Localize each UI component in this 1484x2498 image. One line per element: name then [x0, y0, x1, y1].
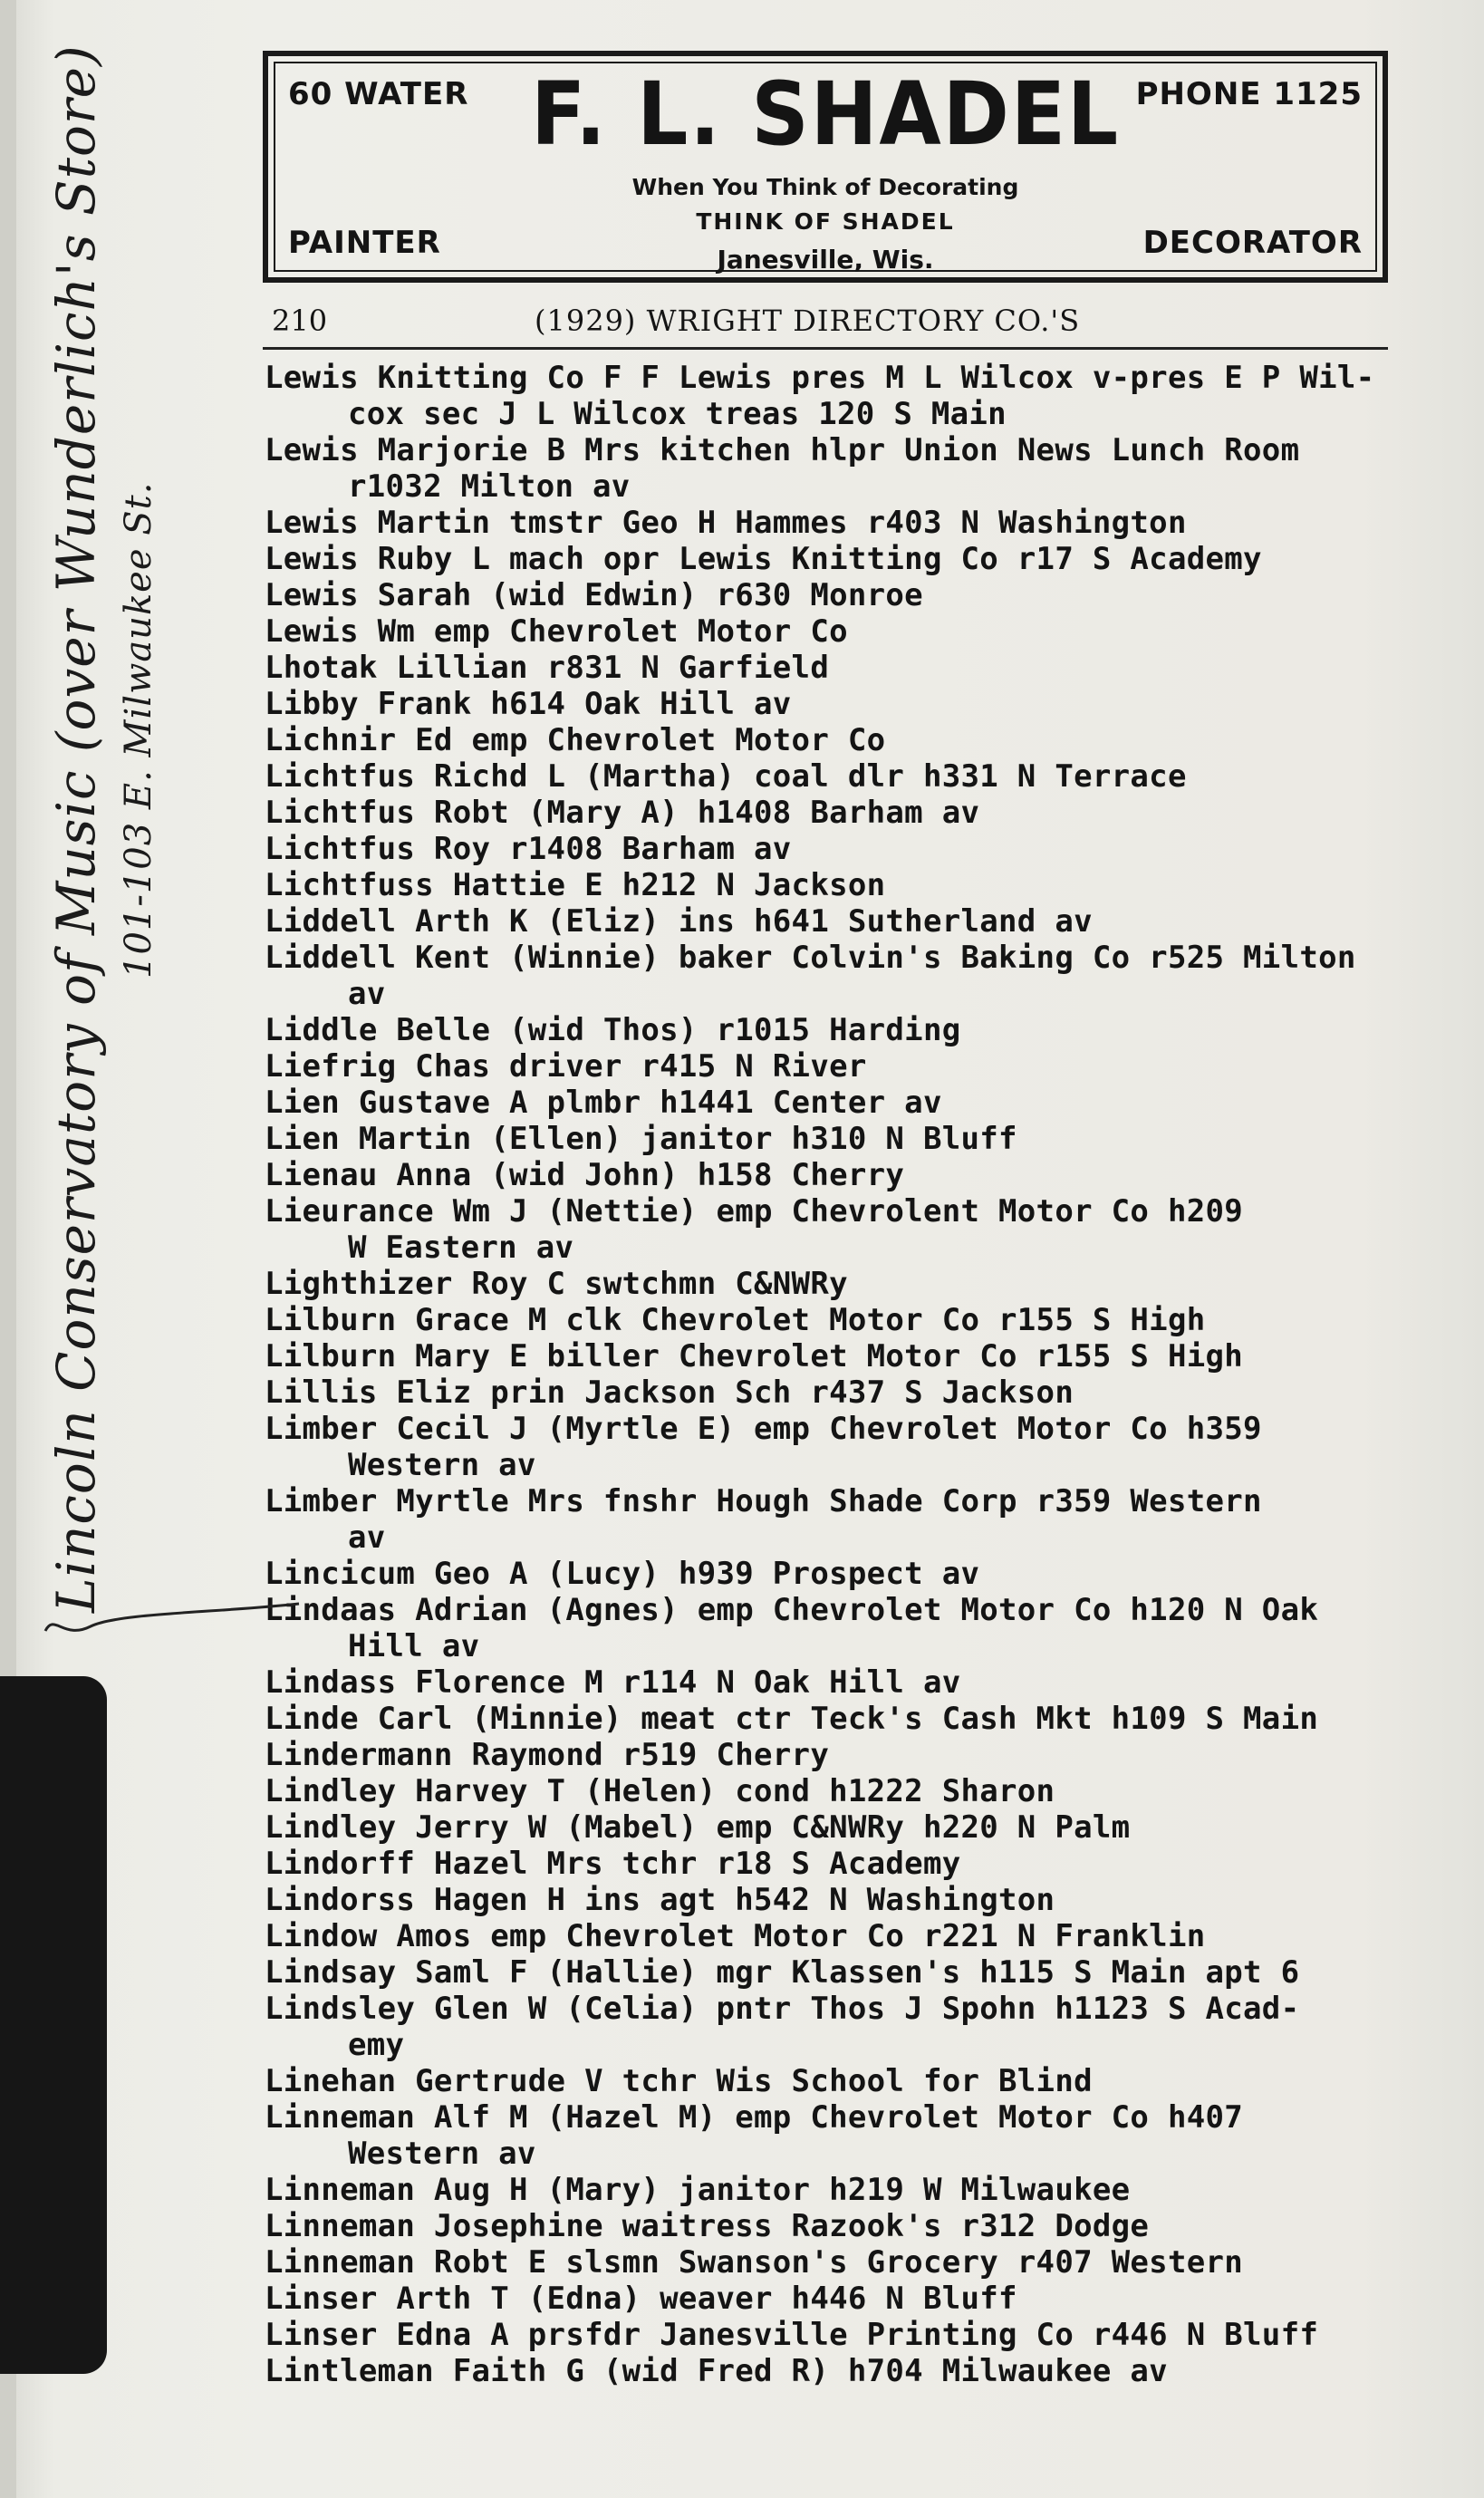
directory-entry [265, 1701, 1397, 1737]
directory-entry [265, 1338, 1397, 1374]
page-title: (1929) WRIGHT DIRECTORY CO.'S [535, 304, 1081, 338]
entry-text: Lighthizer Roy C swtchmn C&NWRy [265, 1266, 848, 1302]
entry-text: Lindow Amos emp Chevrolet Motor Co r221 N Franklin [265, 1918, 1206, 1954]
entry-text: Liddell Kent (Winnie) baker Colvin's Baking Co r525 Milton [265, 940, 1356, 976]
directory-entry [265, 1954, 1397, 1991]
margin-note-line-2: 101-103 E. Milwaukee St. [118, 481, 159, 979]
ad-slogan-line-2: THINK OF SHADEL [696, 208, 955, 235]
entry-text: Lewis Ruby L mach opr Lewis Knitting Co r17 S Academy [265, 541, 1262, 577]
entry-continuation: cox sec J L Wilcox treas 120 S Main [348, 396, 1007, 432]
entry-text: Lien Gustave A plmbr h1441 Center av [265, 1085, 942, 1121]
directory-entry [265, 1664, 1397, 1701]
directory-entry [265, 432, 1397, 505]
entry-text: Lincicum Geo A (Lucy) h939 Prospect av [265, 1556, 980, 1592]
directory-entry [265, 1809, 1397, 1846]
entry-text: Lewis Marjorie B Mrs kitchen hlpr Union News Lunch Room [265, 432, 1300, 468]
directory-entry [265, 1773, 1397, 1809]
directory-entry [265, 577, 1397, 613]
entry-continuation: Western av [348, 2136, 536, 2172]
entry-text: Lindaas Adrian (Agnes) emp Chevrolet Motor Co h120 N Oak [265, 1592, 1319, 1628]
directory-entry [265, 1157, 1397, 1193]
entry-text: Libby Frank h614 Oak Hill av [265, 686, 792, 722]
directory-entry [265, 1411, 1397, 1483]
entry-text: Limber Cecil J (Myrtle E) emp Chevrolet Motor Co h359 [265, 1411, 1262, 1447]
directory-entry [265, 2353, 1397, 2389]
entry-text: Lewis Wm emp Chevrolet Motor Co [265, 613, 848, 650]
entry-text: Lindley Jerry W (Mabel) emp C&NWRy h220 N Palm [265, 1809, 1131, 1846]
ad-business-name: F. L. SHADEL [530, 63, 1121, 165]
ad-slogan-line-1: When You Think of Decorating [631, 174, 1019, 200]
entry-text: Lewis Knitting Co F F Lewis pres M L Wilcox v-pres E P Wil- [265, 360, 1375, 396]
entry-text: Limber Myrtle Mrs fnshr Hough Shade Corp r359 Western [265, 1483, 1262, 1519]
directory-entry [265, 831, 1397, 867]
directory-entry [265, 1592, 1397, 1664]
entry-text: Lindass Florence M r114 N Oak Hill av [265, 1664, 961, 1701]
entry-text: Lindorff Hazel Mrs tchr r18 S Academy [265, 1846, 961, 1882]
directory-entry [265, 1048, 1397, 1085]
directory-entry [265, 1846, 1397, 1882]
entry-text: Linneman Aug H (Mary) janitor h219 W Milwaukee [265, 2172, 1131, 2208]
entry-continuation: Western av [348, 1447, 536, 1483]
directory-entry [265, 940, 1397, 1012]
directory-entry [265, 758, 1397, 795]
directory-entry [265, 867, 1397, 903]
entry-text: Lewis Sarah (wid Edwin) r630 Monroe [265, 577, 923, 613]
directory-entry [265, 1302, 1397, 1338]
directory-entry [265, 1991, 1397, 2063]
entry-continuation: av [348, 976, 386, 1012]
directory-entry [265, 1882, 1397, 1918]
directory-entry [265, 1737, 1397, 1773]
header-rule [263, 347, 1388, 350]
entry-text: Lindsley Glen W (Celia) pntr Thos J Spohn h1123 S Acad- [265, 1991, 1300, 2027]
entry-text: Lhotak Lillian r831 N Garfield [265, 650, 830, 686]
directory-entry [265, 1374, 1397, 1411]
entry-text: Linser Arth T (Edna) weaver h446 N Bluff [265, 2281, 1017, 2317]
entry-text: Linde Carl (Minnie) meat ctr Teck's Cash Mkt h109 S Main [265, 1701, 1319, 1737]
entry-text: Linneman Robt E slsmn Swanson's Grocery r407 Western [265, 2244, 1244, 2281]
directory-entry [265, 2244, 1397, 2281]
entry-text: Lilburn Mary E biller Chevrolet Motor Co r155 S High [265, 1338, 1244, 1374]
entry-continuation: av [348, 1519, 386, 1556]
entry-text: Lindsay Saml F (Hallie) mgr Klassen's h115 S Main apt 6 [265, 1954, 1300, 1991]
directory-entry [265, 360, 1397, 432]
entry-text: Lillis Eliz prin Jackson Sch r437 S Jackson [265, 1374, 1074, 1411]
directory-listing [265, 360, 1397, 2389]
directory-entry [265, 1193, 1397, 1266]
directory-entry [265, 505, 1397, 541]
entry-text: Lichtfus Richd L (Martha) coal dlr h331 N Terrace [265, 758, 1187, 795]
directory-entry [265, 541, 1397, 577]
directory-entry [265, 2063, 1397, 2099]
entry-text: Lindermann Raymond r519 Cherry [265, 1737, 830, 1773]
entry-continuation: W Eastern av [348, 1230, 574, 1266]
directory-entry [265, 686, 1397, 722]
entry-text: Lienau Anna (wid John) h158 Cherry [265, 1157, 905, 1193]
directory-entry [265, 1918, 1397, 1954]
entry-text: Lindley Harvey T (Helen) cond h1222 Sharon [265, 1773, 1055, 1809]
directory-entry [265, 650, 1397, 686]
running-header [272, 304, 1386, 340]
entry-text: Lindorss Hagen H ins agt h542 N Washington [265, 1882, 1055, 1918]
directory-entry [265, 1012, 1397, 1048]
directory-entry [265, 1121, 1397, 1157]
directory-entry [265, 1483, 1397, 1556]
directory-entry [265, 1556, 1397, 1592]
entry-text: Liddell Arth K (Eliz) ins h641 Sutherland av [265, 903, 1093, 940]
entry-continuation: r1032 Milton av [348, 468, 631, 505]
directory-entry [265, 903, 1397, 940]
directory-entry [265, 795, 1397, 831]
entry-text: Linneman Alf M (Hazel M) emp Chevrolet Motor Co h407 [265, 2099, 1244, 2136]
entry-continuation: Hill av [348, 1628, 480, 1664]
entry-text: Lichnir Ed emp Chevrolet Motor Co [265, 722, 886, 758]
ad-phone: PHONE 1125 [1135, 76, 1363, 112]
ad-city: Janesville, Wis. [717, 245, 934, 275]
entry-text: Linneman Josephine waitress Razook's r312 Dodge [265, 2208, 1150, 2244]
directory-entry [265, 1085, 1397, 1121]
entry-text: Lien Martin (Ellen) janitor h310 N Bluff [265, 1121, 1017, 1157]
directory-entry [265, 2317, 1397, 2353]
directory-entry [265, 613, 1397, 650]
directory-entry [265, 2172, 1397, 2208]
entry-text: Lilburn Grace M clk Chevrolet Motor Co r155 S High [265, 1302, 1206, 1338]
entry-text: Lichtfuss Hattie E h212 N Jackson [265, 867, 886, 903]
directory-entry [265, 2208, 1397, 2244]
index-tab [0, 1676, 107, 2374]
ad-address: 60 WATER [288, 76, 469, 112]
handwritten-margin-note [27, 44, 159, 1613]
advertisement-box [263, 51, 1388, 283]
margin-note-line-1: Lincoln Conservatory of Music (over Wunderlich's Store) [45, 44, 107, 1613]
entry-continuation: emy [348, 2027, 405, 2063]
entry-text: Linehan Gertrude V tchr Wis School for Blind [265, 2063, 1093, 2099]
directory-entry [265, 2099, 1397, 2172]
entry-text: Lieurance Wm J (Nettie) emp Chevrolent Motor Co h209 [265, 1193, 1244, 1230]
entry-text: Liefrig Chas driver r415 N River [265, 1048, 867, 1085]
directory-entry [265, 2281, 1397, 2317]
entry-text: Lewis Martin tmstr Geo H Hammes r403 N Washington [265, 505, 1187, 541]
entry-text: Lichtfus Roy r1408 Barham av [265, 831, 792, 867]
ad-trade-decorator: DECORATOR [1142, 225, 1363, 261]
entry-text: Lintleman Faith G (wid Fred R) h704 Milwaukee av [265, 2353, 1168, 2389]
page-number: 210 [272, 304, 328, 338]
entry-text: Lichtfus Robt (Mary A) h1408 Barham av [265, 795, 980, 831]
entry-text: Liddle Belle (wid Thos) r1015 Harding [265, 1012, 961, 1048]
directory-entry [265, 1266, 1397, 1302]
directory-entry [265, 722, 1397, 758]
ad-trade-painter: PAINTER [288, 225, 441, 261]
entry-text: Linser Edna A prsfdr Janesville Printing Co r446 N Bluff [265, 2317, 1319, 2353]
